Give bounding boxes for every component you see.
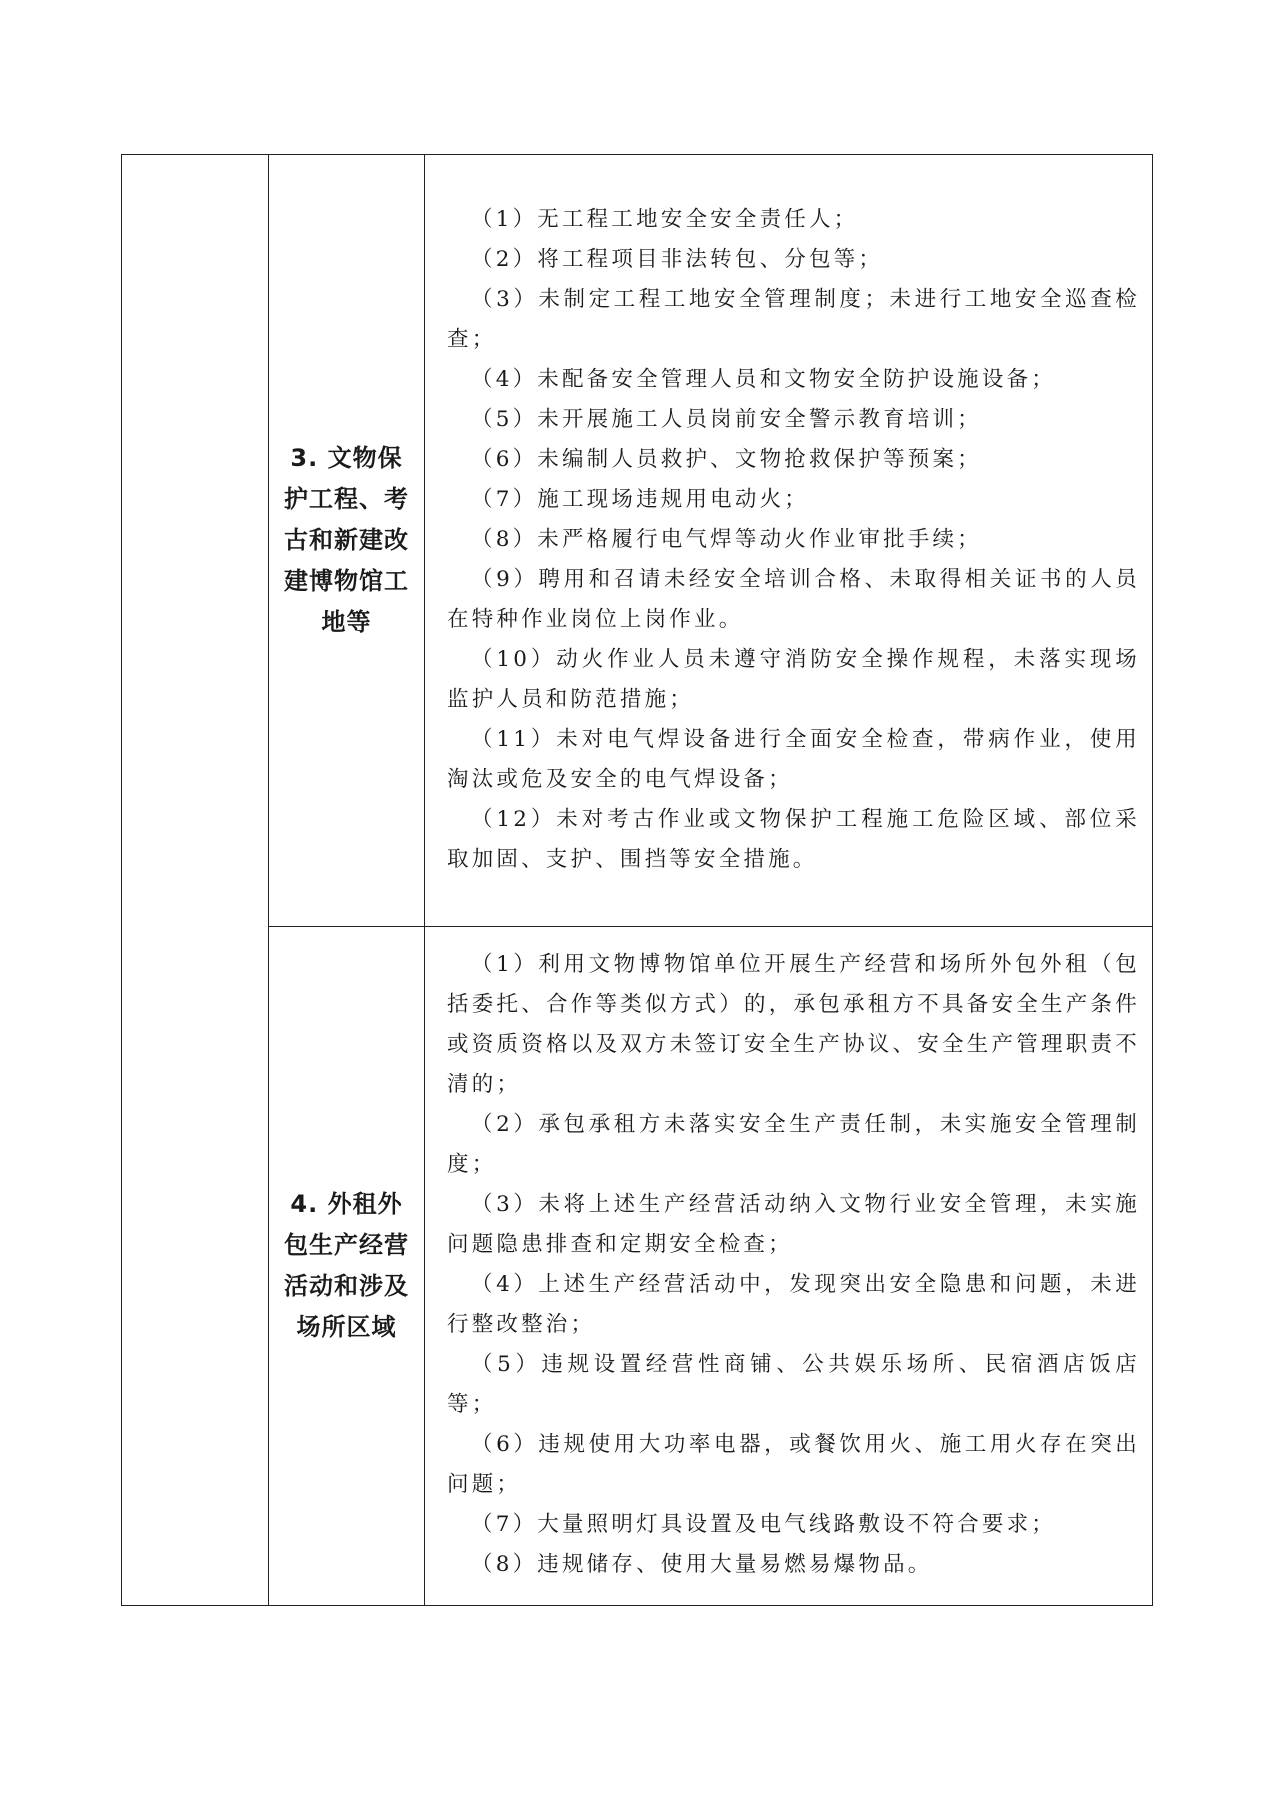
table-row — [122, 155, 1153, 927]
category-line: 包生产经营 — [284, 1231, 409, 1259]
list-item: （4）上述生产经营活动中，发现突出安全隐患和问题，未进行整改整治； — [447, 1272, 1140, 1337]
category-label — [269, 1184, 424, 1348]
list-item: （10）动火作业人员未遵守消防安全操作规程，未落实现场监护人员和防范措施； — [447, 646, 1140, 712]
category-cell — [269, 927, 425, 1606]
list-item: （4）未配备安全管理人员和文物安全防护设施设备； — [471, 366, 1056, 392]
list-item: （11）未对电气焊设备进行全面安全检查，带病作业，使用淘汰或危及安全的电气焊设备； — [447, 726, 1140, 792]
safety-issues-table — [121, 154, 1153, 1606]
list-item: （2）承包承租方未落实安全生产责任制，未实施安全管理制度； — [447, 1112, 1140, 1177]
list-item: （5）未开展施工人员岗前安全警示教育培训； — [471, 406, 982, 432]
list-item: （2）将工程项目非法转包、分包等； — [471, 246, 884, 272]
list-item: （1）利用文物博物馆单位开展生产经营和场所外包外租（包括委托、合作等类似方式）的，承包承租方不具备安全生产条件或资质资格以及双方未签订安全生产协议、安全生产管理职责不清的； — [447, 952, 1140, 1097]
item-list — [425, 927, 1152, 1605]
category-cell — [269, 155, 425, 927]
list-item: （12）未对考古作业或文物保护工程施工危险区域、部位采取加固、支护、围挡等安全措施。 — [447, 806, 1140, 872]
category-label — [269, 438, 424, 643]
list-item: （8）违规储存、使用大量易燃易爆物品。 — [471, 1552, 933, 1577]
items-cell — [425, 927, 1153, 1606]
table-row — [122, 927, 1153, 1606]
list-item: （8）未严格履行电气焊等动火作业审批手续； — [471, 526, 982, 552]
list-item: （5）违规设置经营性商铺、公共娱乐场所、民宿酒店饭店等； — [447, 1352, 1140, 1417]
category-line: 活动和涉及 — [284, 1272, 409, 1300]
category-line: 场所区域 — [296, 1313, 397, 1341]
category-line: 地等 — [321, 608, 372, 636]
category-line: 建博物馆工 — [284, 567, 409, 595]
category-line: 4. 外租外 — [290, 1190, 403, 1218]
list-item: （7）施工现场违规用电动火； — [471, 486, 809, 512]
merged-blank-cell — [122, 155, 269, 1606]
list-item: （7）大量照明灯具设置及电气线路敷设不符合要求； — [471, 1512, 1056, 1537]
item-list — [425, 182, 1152, 900]
category-line: 古和新建改 — [284, 526, 409, 554]
category-line: 3. 文物保 — [290, 444, 403, 472]
list-item: （3）未制定工程工地安全管理制度；未进行工地安全巡查检查； — [447, 286, 1140, 352]
category-line: 护工程、考 — [284, 485, 409, 513]
list-item: （6）违规使用大功率电器，或餐饮用火、施工用火存在突出问题； — [447, 1432, 1140, 1497]
list-item: （1）无工程工地安全安全责任人； — [471, 206, 859, 232]
list-item: （6）未编制人员救护、文物抢救保护等预案； — [471, 446, 982, 472]
list-item: （9）聘用和召请未经安全培训合格、未取得相关证书的人员在特种作业岗位上岗作业。 — [447, 566, 1140, 632]
items-cell — [425, 155, 1153, 927]
list-item: （3）未将上述生产经营活动纳入文物行业安全管理，未实施问题隐患排查和定期安全检查； — [447, 1192, 1140, 1257]
